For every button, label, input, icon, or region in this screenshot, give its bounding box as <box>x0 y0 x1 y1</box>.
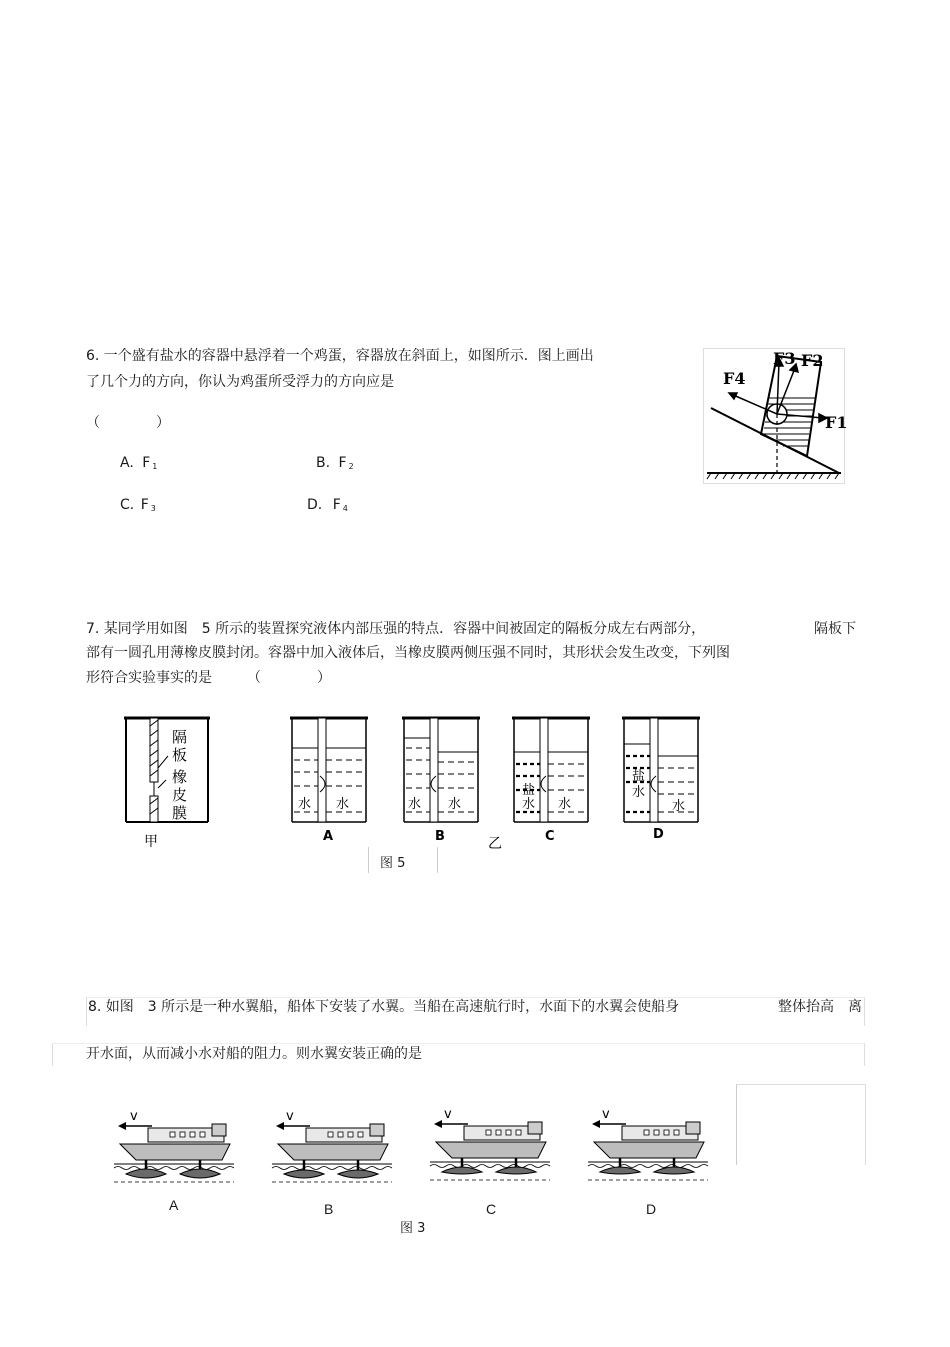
panel-d <box>622 718 700 842</box>
q7-line1: 7. 某同学用如图 5 所示的装置探究液体内部压强的特点．容器中间被固定的隔板分成左右两部分， <box>86 621 706 637</box>
label-water-right: 水 <box>672 799 686 814</box>
option-letter: C. <box>120 497 135 513</box>
label-ge: 隔 <box>172 728 188 746</box>
q8-line1: 8. 如图 3 所示是一种水翼船，船体下安装了水翼。当船在高速航行时，水面下的水翼会使船身 <box>88 999 680 1015</box>
label-water-left: 水 <box>408 797 422 812</box>
q7-line3: 形符合实验事实的是 （ ） <box>86 670 331 686</box>
label-panel-b: B <box>435 829 445 844</box>
q6-incline-figure <box>703 348 848 484</box>
boat-d <box>588 1107 708 1180</box>
label-yi: 乙 <box>488 836 502 852</box>
option-subscript: 1 <box>152 462 158 471</box>
label-water-right: 水 <box>336 797 350 812</box>
label-salt: 盐 <box>632 769 646 784</box>
q8-line2: 开水面，从而减小水对船的阻力。则水翼安装正确的是 <box>86 1046 422 1062</box>
label-jia: 甲 <box>144 834 158 850</box>
label-water-left: 水 <box>298 797 312 812</box>
boat-a <box>114 1109 234 1182</box>
option-letter: B. <box>316 455 331 471</box>
force-label-f2: F2 <box>801 351 824 370</box>
option-letter: A. <box>120 455 134 471</box>
label-salt-water: 水 <box>632 785 646 800</box>
label-salt: 盐 <box>522 783 536 798</box>
option-subscript: 2 <box>348 462 354 471</box>
panel-a <box>290 718 368 844</box>
option-value: F <box>140 497 149 513</box>
label-panel-c: C <box>545 829 555 844</box>
q7-line2: 部有一圆孔用薄橡皮膜封闭。容器中加入液体后，当橡皮膜两侧压强不同时，其形状会发生改变，下列图 <box>86 645 730 661</box>
boat-b <box>272 1109 392 1182</box>
label-water-right: 水 <box>448 797 462 812</box>
q8-line1-end: 整体抬高 离 <box>778 999 862 1015</box>
force-label-f1: F1 <box>825 413 848 432</box>
container-jia <box>124 718 210 850</box>
q7-figure-5 <box>122 714 706 850</box>
q6-line1: 6. 一个盛有盐水的容器中悬浮着一个鸡蛋，容器放在斜面上，如图所示．图上画出 <box>86 348 594 364</box>
boat-label-c: C <box>486 1201 497 1217</box>
panel-b <box>402 718 480 844</box>
label-water-right: 水 <box>558 797 572 812</box>
velocity-label: v <box>286 1109 294 1124</box>
q6-option-d[interactable] <box>307 497 348 513</box>
boat-label-a: A <box>169 1197 179 1213</box>
q6-option-c[interactable] <box>120 497 156 513</box>
option-value: F <box>142 455 151 471</box>
velocity-label: v <box>602 1107 610 1122</box>
q6-option-a[interactable] <box>120 455 157 471</box>
label-panel-d: D <box>653 827 664 842</box>
velocity-label: v <box>130 1109 138 1124</box>
q6-option-b[interactable] <box>316 455 354 471</box>
force-label-f4: F4 <box>723 369 746 388</box>
option-subscript: 3 <box>150 504 156 513</box>
panel-c <box>512 718 590 844</box>
force-label-f3: F3 <box>773 349 796 368</box>
q8-figure-3 <box>108 1102 728 1192</box>
label-panel-a: A <box>323 829 334 844</box>
option-value: F <box>332 497 341 513</box>
q6-line2: 了几个力的方向，你认为鸡蛋所受浮力的方向应是 <box>86 374 394 390</box>
label-ban: 板 <box>172 746 188 764</box>
velocity-label: v <box>444 1107 452 1122</box>
q6-answer-paren: （ ） <box>86 415 170 431</box>
boat-c <box>430 1107 550 1180</box>
label-xiang: 橡 <box>172 768 188 786</box>
boat-label-b: B <box>324 1201 334 1217</box>
option-value: F <box>338 455 347 471</box>
label-pi: 皮 <box>172 786 188 804</box>
option-subscript: 4 <box>342 504 348 513</box>
q7-figure-caption: 图 5 <box>380 856 406 871</box>
q8-figure-caption: 图 3 <box>400 1221 426 1236</box>
boat-label-d: D <box>646 1201 657 1217</box>
option-letter: D. <box>307 497 323 513</box>
label-salt-water: 水 <box>522 797 536 812</box>
q7-line1-end: 隔板下 <box>814 621 856 637</box>
label-mo: 膜 <box>172 804 188 822</box>
q8-figure-frame <box>736 1084 866 1165</box>
